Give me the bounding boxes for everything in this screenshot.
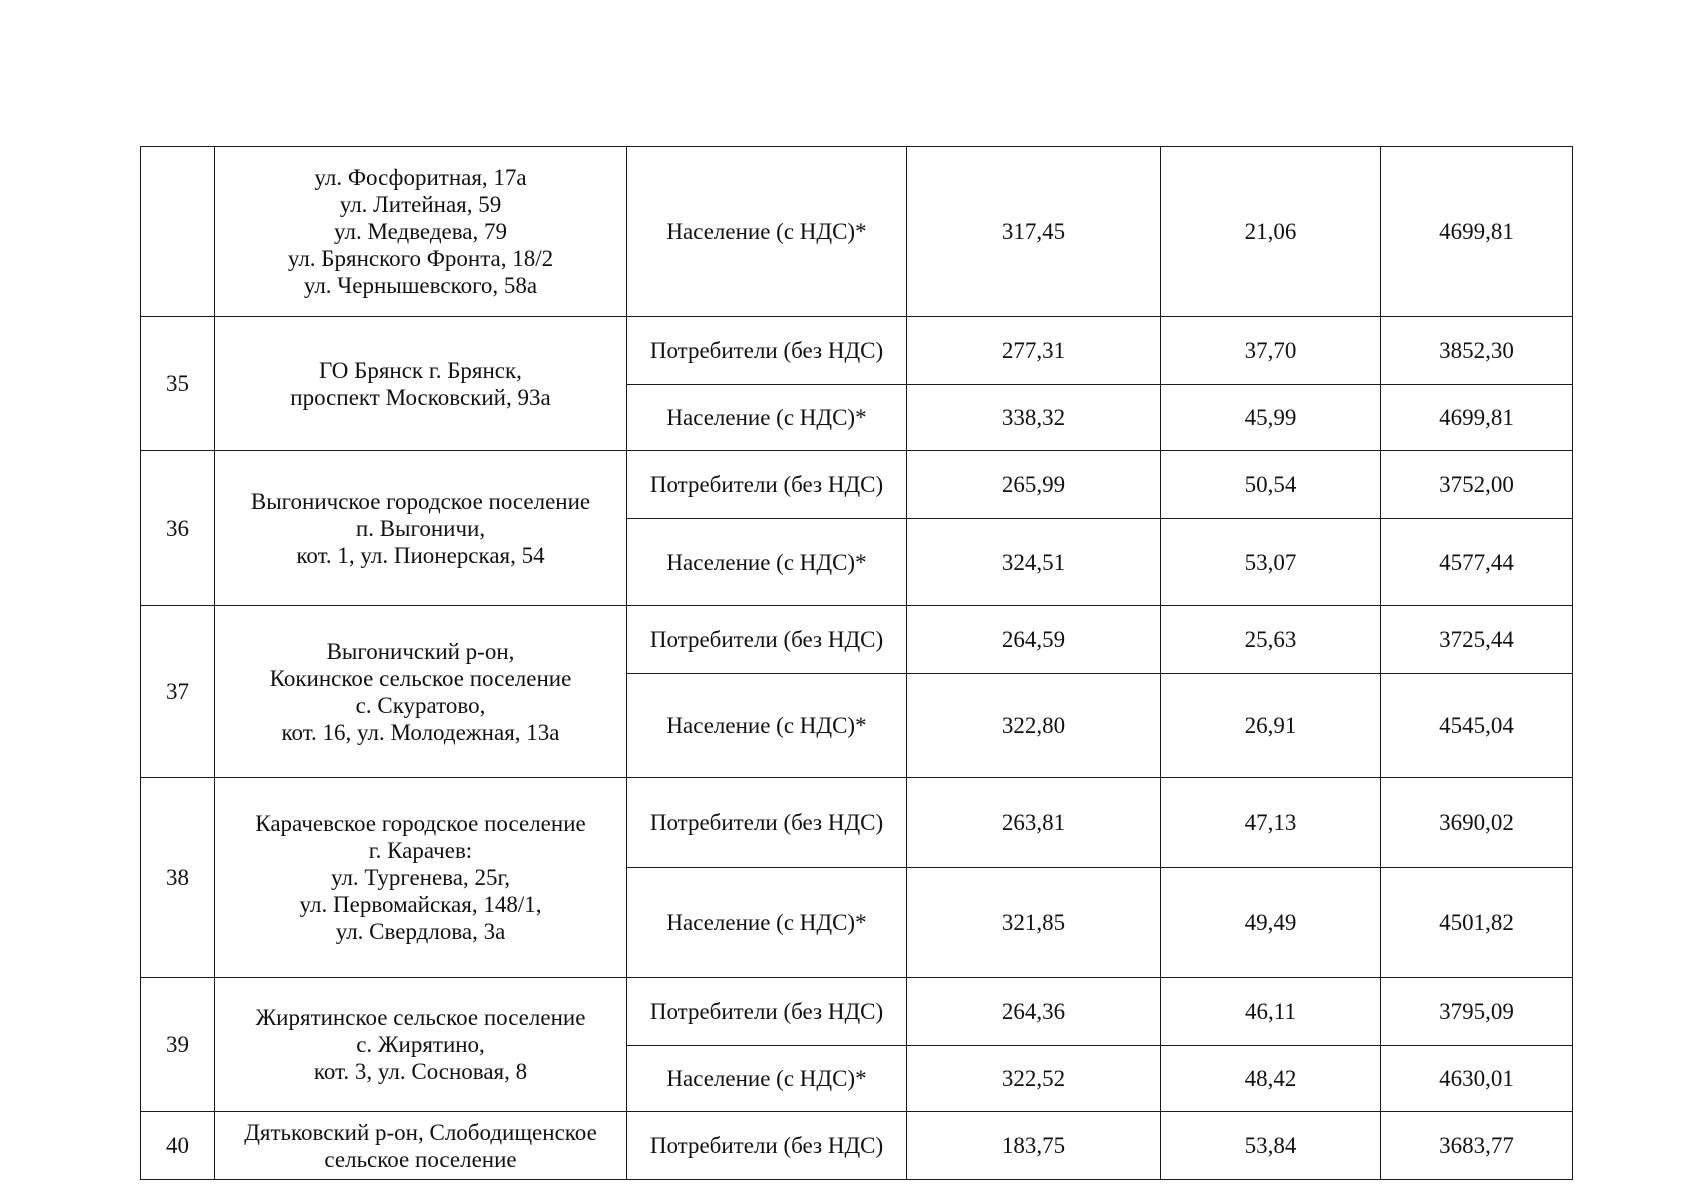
location-cell [215,451,627,606]
location-cell [215,778,627,978]
consumer-category: Потребители (без НДС) [627,317,907,385]
value-3: 4699,81 [1381,385,1573,451]
value-2: 21,06 [1161,147,1381,317]
value-3: 3690,02 [1381,778,1573,868]
location-cell [215,606,627,778]
location-line: ул. Фосфоритная, 17а [314,165,527,190]
consumer-category: Население (с НДС)* [627,674,907,778]
value-3: 3725,44 [1381,606,1573,674]
location-line: ул. Тургенева, 25г, [330,865,511,890]
location-line: проспект Московский, 93а [290,384,551,410]
value-1: 264,36 [907,978,1161,1046]
value-2: 47,13 [1161,778,1381,868]
location-line: ул. Литейная, 59 [339,192,502,217]
location-line: кот. 3, ул. Сосновая, 8 [313,1059,528,1084]
value-1: 277,31 [907,317,1161,385]
value-3: 3752,00 [1381,451,1573,519]
consumer-category: Потребители (без НДС) [627,1112,907,1180]
location-line: ГО Брянск г. Брянск, [319,357,522,383]
value-1: 183,75 [907,1112,1161,1180]
consumer-category: Население (с НДС)* [627,519,907,606]
row-number: 36 [141,451,215,606]
table-row [141,978,1573,1046]
location-line: с. Скуратово, [355,692,486,718]
value-3: 4545,04 [1381,674,1573,778]
location-line: ул. Чернышевского, 58а [303,273,538,298]
location-line: сельское поселение [324,1146,517,1172]
value-2: 45,99 [1161,385,1381,451]
location-line: Карачевское городское поселение [255,811,586,836]
value-3: 3683,77 [1381,1112,1573,1180]
table-row [141,1112,1573,1180]
value-1: 317,45 [907,147,1161,317]
value-3: 3795,09 [1381,978,1573,1046]
value-1: 338,32 [907,385,1161,451]
consumer-category: Население (с НДС)* [627,868,907,978]
value-3: 4630,01 [1381,1046,1573,1112]
value-1: 265,99 [907,451,1161,519]
row-number: 40 [141,1112,215,1180]
value-3: 4699,81 [1381,147,1573,317]
location-line: Жирятинское сельское поселение [255,1005,586,1030]
row-number [141,147,215,317]
location-line: Выгоничское городское поселение [250,488,591,514]
value-1: 322,80 [907,674,1161,778]
consumer-category: Потребители (без НДС) [627,778,907,868]
value-2: 49,49 [1161,868,1381,978]
location-line: Дятьковский р-он, Слободищенское [244,1119,597,1145]
table-row [141,778,1573,868]
value-1: 264,59 [907,606,1161,674]
value-2: 46,11 [1161,978,1381,1046]
row-number: 38 [141,778,215,978]
row-number: 35 [141,317,215,451]
row-number: 39 [141,978,215,1112]
location-line: г. Карачев: [368,838,473,863]
value-3: 3852,30 [1381,317,1573,385]
location-line: ул. Свердлова, 3а [335,919,506,944]
consumer-category: Потребители (без НДС) [627,451,907,519]
value-2: 53,84 [1161,1112,1381,1180]
location-line: кот. 1, ул. Пионерская, 54 [296,542,545,568]
value-2: 37,70 [1161,317,1381,385]
table-row [141,147,1573,317]
value-1: 322,52 [907,1046,1161,1112]
value-1: 321,85 [907,868,1161,978]
location-cell [215,147,627,317]
value-2: 48,42 [1161,1046,1381,1112]
location-cell [215,1112,627,1180]
location-line: с. Жирятино, [356,1032,485,1057]
location-line: ул. Первомайская, 148/1, [299,892,542,917]
table-row [141,606,1573,674]
consumer-category: Население (с НДС)* [627,147,907,317]
value-2: 25,63 [1161,606,1381,674]
location-line: Выгоничский р-он, [326,638,515,664]
value-2: 53,07 [1161,519,1381,606]
consumer-category: Потребители (без НДС) [627,978,907,1046]
location-line: ул. Медведева, 79 [333,219,508,244]
value-1: 263,81 [907,778,1161,868]
row-number: 37 [141,606,215,778]
location-line: кот. 16, ул. Молодежная, 13а [281,719,560,745]
value-1: 324,51 [907,519,1161,606]
value-3: 4501,82 [1381,868,1573,978]
location-cell [215,317,627,451]
value-3: 4577,44 [1381,519,1573,606]
location-cell [215,978,627,1112]
location-line: ул. Брянского Фронта, 18/2 [287,246,554,271]
consumer-category: Население (с НДС)* [627,385,907,451]
location-line: Кокинское сельское поселение [269,665,572,691]
table-row [141,451,1573,519]
value-2: 26,91 [1161,674,1381,778]
location-line: п. Выгоничи, [355,515,486,541]
consumer-category: Население (с НДС)* [627,1046,907,1112]
tariff-table [140,146,1573,1180]
value-2: 50,54 [1161,451,1381,519]
consumer-category: Потребители (без НДС) [627,606,907,674]
table-row [141,317,1573,385]
